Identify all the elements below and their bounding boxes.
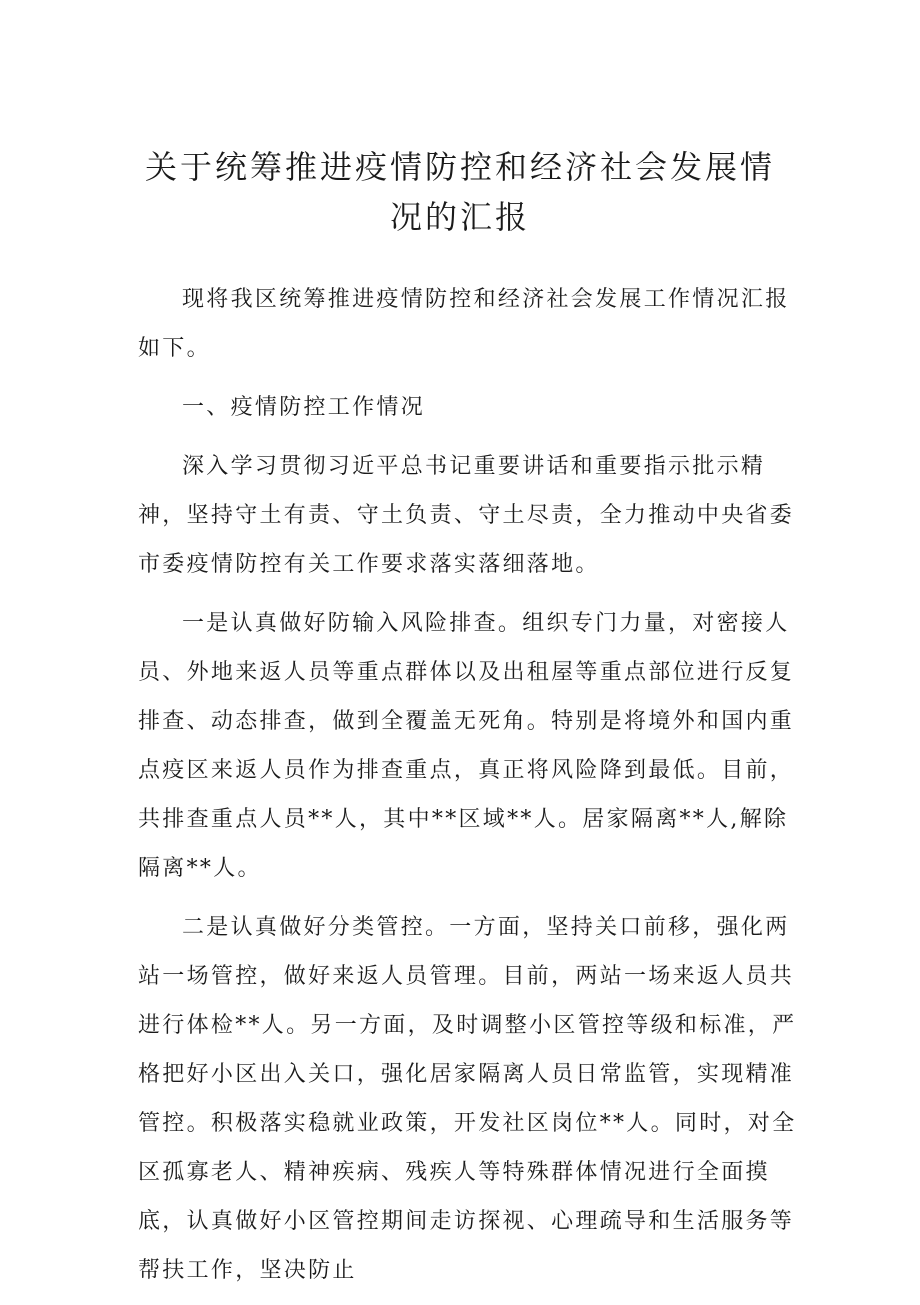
section-heading: 一、疫情防控工作情况: [182, 395, 426, 420]
document-title: 关于统筹推进疫情防控和经济社会发展情况的汇报: [144, 148, 775, 236]
body-paragraph: 二是认真做好分类管控。一方面，坚持关口前移，强化两站一场管控，做好来返人员管理。目前，两站一场来返人员共进行体检**人。另一方面，及时调整小区管控等级和标准，严格把好小区出入关口，强化居家隔离人员日常监管，实现精准管控。积极落实稳就业政策，开发社区岗位**人。同时，对全区孤寡老人、精神疾病、残疾人等特殊群体情况进行全面摸底，认真做好小区管控期间走访探视、心理疏导和生活服务等帮扶工作，坚决防止: [138, 915, 797, 1283]
intro-paragraph: 现将我区统筹推进疫情防控和经济社会发展工作情况汇报如下。: [138, 287, 790, 361]
document-body: [138, 275, 806, 1305]
body-paragraph: 深入学习贯彻习近平总书记重要讲话和重要指示批示精神，坚持守土有责、守土负责、守土尽责，全力推动中央省委市委疫情防控有关工作要求落实落细落地。: [138, 454, 795, 577]
body-paragraph: 一是认真做好防输入风险排查。组织专门力量，对密接人员、外地来返人员等重点群体以及出租屋等重点部位进行反复排查、动态排查，做到全覆盖无死角。特别是将境外和国内重点疫区来返人员作为排查重点，真正将风险降到最低。目前，共排查重点人员**人，其中**区域**人。居家隔离**人,解除隔离**人。: [138, 611, 795, 881]
